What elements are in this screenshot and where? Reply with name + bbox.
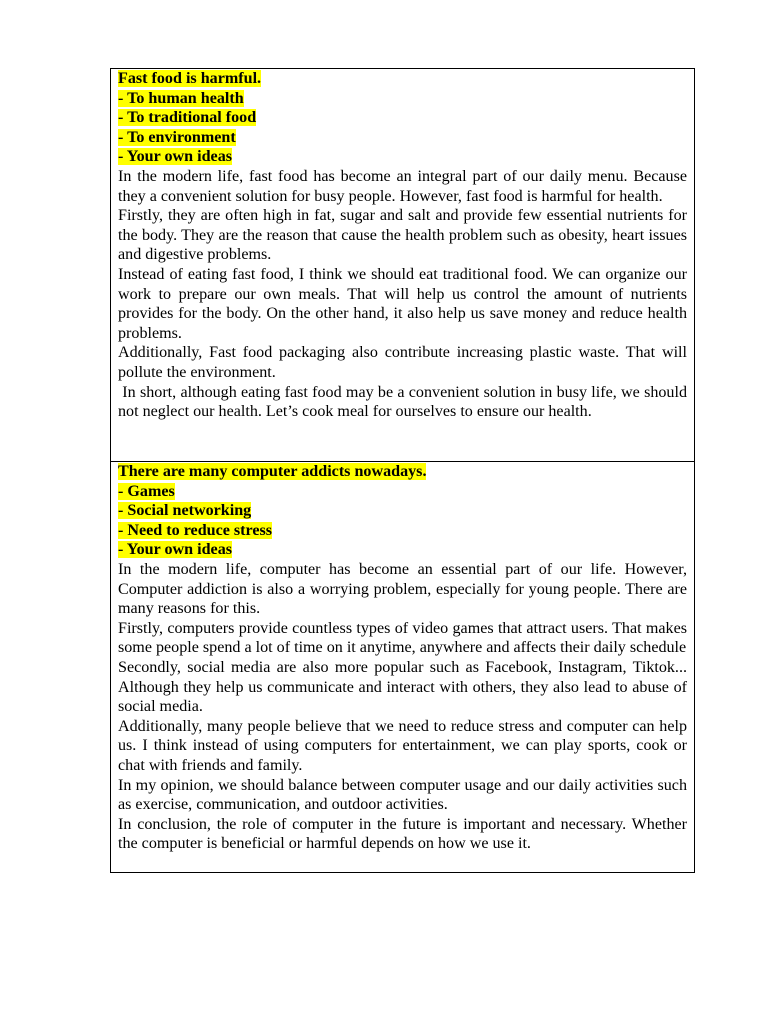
essay-paragraph: Secondly, social media are also more popular such as Facebook, Instagram, Tiktok... Although they help us communicate and interact with others, they also lead to abuse of social media.	[118, 658, 687, 716]
essay-paragraph: Instead of eating fast food, I think we should eat traditional food. We can organize our work to prepare our own meals. That will help us control the amount of nutrients provides for the body. On the other hand, it also help us save money and reduce health problems.	[118, 265, 687, 342]
essay-cell-computer-addicts	[111, 462, 695, 873]
prompt-title: Fast food is harmful.	[118, 70, 262, 87]
prompt-point: - To traditional food	[118, 109, 257, 127]
essay-content	[118, 462, 687, 872]
prompt-title: There are many computer addicts nowadays.	[118, 463, 427, 480]
essay-paragraph: In my opinion, we should balance between computer usage and our daily activities such as exercise, communication, and outdoor activities.	[118, 776, 687, 814]
prompt-point: - Your own ideas	[118, 541, 233, 559]
table-row	[111, 69, 695, 462]
essay-paragraph: In conclusion, the role of computer in the future is important and necessary. Whether the computer is beneficial or harmful depends on how we use it.	[118, 815, 687, 853]
prompt-point: - To environment	[118, 128, 236, 146]
prompt-point: - Need to reduce stress	[118, 521, 273, 539]
essay-paragraph: Additionally, Fast food packaging also contribute increasing plastic waste. That will pollute the environment.	[118, 344, 687, 381]
table-row	[111, 462, 695, 873]
prompt-point: - Social networking	[118, 502, 252, 520]
essay-paragraph: Additionally, many people believe that we need to reduce stress and computer can help us. I think instead of using computers for entertainment, we can play sports, cook or chat with friends and family.	[118, 717, 687, 774]
prompt-point: - To human health	[118, 89, 244, 107]
prompt-point: - Your own ideas	[118, 148, 233, 166]
essay-paragraph: In the modern life, fast food has become an integral part of our daily menu. Because they a convenient solution for busy people. However, fast food is harmful for health.	[118, 167, 687, 205]
essay-paragraph: Firstly, they are often high in fat, sugar and salt and provide few essential nutrients for the body. They are the reason that cause the health problem such as obesity, heart issues and digestive problems.	[118, 207, 687, 264]
prompt-point: - Games	[118, 482, 175, 500]
essay-content	[118, 69, 692, 461]
essay-table	[110, 68, 695, 873]
essay-paragraph: In the modern life, computer has become an essential part of our life. However, Computer addiction is also a worrying problem, especially for young people. There are many reasons for this.	[118, 560, 687, 618]
essay-cell-fast-food	[111, 69, 695, 462]
document-page	[110, 68, 695, 873]
essay-paragraph: In short, although eating fast food may be a convenient solution in busy life, we should not neglect our health. Let’s cook meal for ourselves to ensure our health.	[118, 383, 692, 421]
essay-paragraph: Firstly, computers provide countless types of video games that attract users. That makes some people spend a lot of time on it anytime, anywhere and affects their daily schedule	[118, 619, 687, 657]
